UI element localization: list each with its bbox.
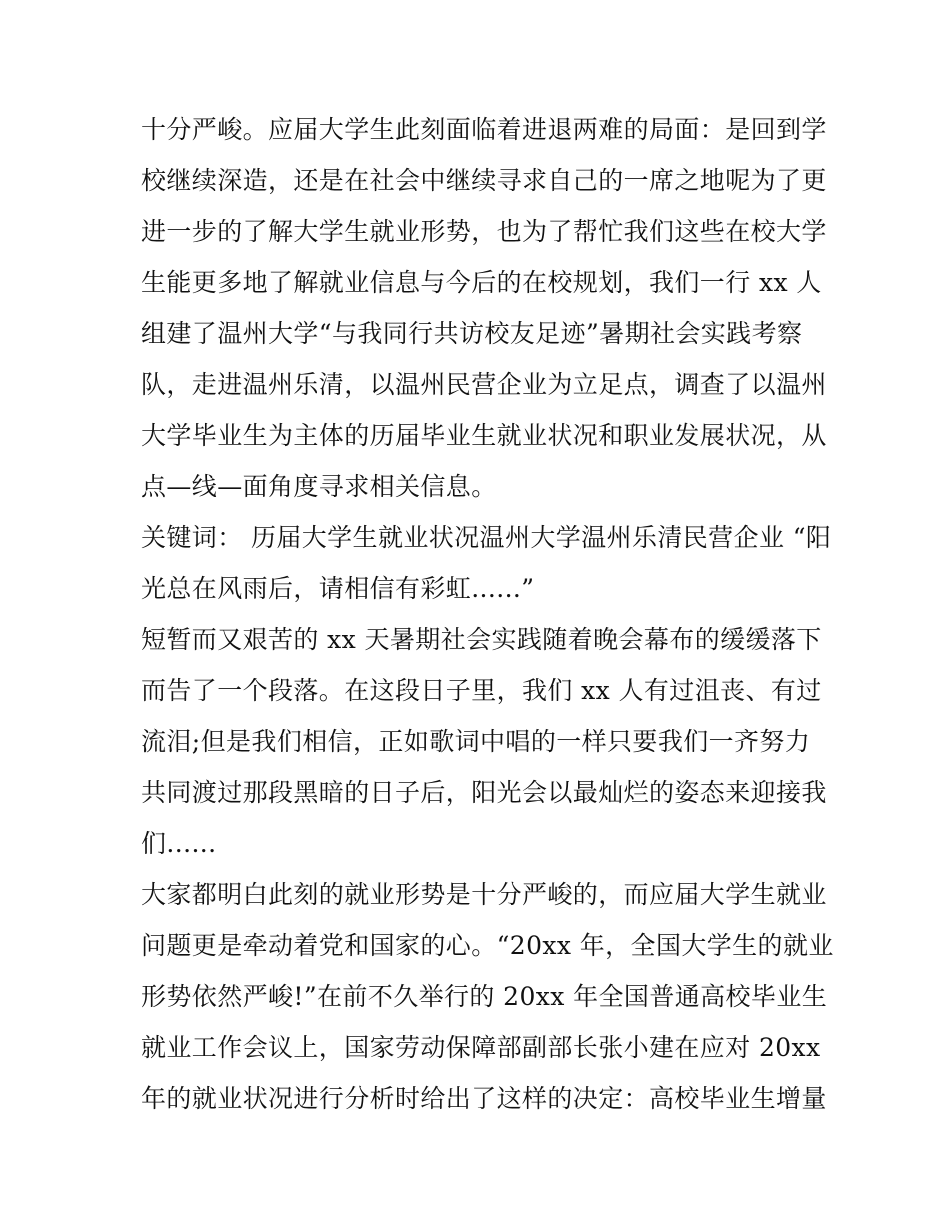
text-line: 光总在风雨后，请相信有彩虹......” bbox=[141, 574, 535, 603]
text-line: 形势依然严峻!”在前不久举行的 20xx 年全国普通高校毕业生 bbox=[141, 982, 828, 1011]
text-line: 十分严峻。应届大学生此刻面临着进退两难的局面：是回到学 bbox=[141, 115, 827, 144]
text-line: 点—线—面角度寻求相关信息。 bbox=[141, 472, 497, 501]
text-line: 而告了一个段落。在这段日子里，我们 xx 人有过沮丧、有过 bbox=[141, 676, 822, 705]
text-line: 生能更多地了解就业信息与今后的在校规划，我们一行 xx 人 bbox=[141, 268, 822, 297]
body-text bbox=[141, 104, 834, 1124]
text-line: 们...... bbox=[141, 829, 217, 858]
text-line: 队，走进温州乐清，以温州民营企业为立足点，调查了以温州 bbox=[141, 370, 827, 399]
text-line: 共同渡过那段黑暗的日子后，阳光会以最灿烂的姿态来迎接我 bbox=[141, 778, 827, 807]
text-line: 年的就业状况进行分析时给出了这样的决定：高校毕业生增量 bbox=[141, 1084, 827, 1113]
keywords-line: 关键词： 历届大学生就业状况温州大学温州乐清民营企业 “阳 bbox=[141, 523, 832, 552]
text-line: 大学毕业生为主体的历届毕业生就业状况和职业发展状况，从 bbox=[141, 421, 827, 450]
text-line: 校继续深造，还是在社会中继续寻求自己的一席之地呢为了更 bbox=[141, 166, 827, 195]
text-line: 短暂而又艰苦的 xx 天暑期社会实践随着晚会幕布的缓缓落下 bbox=[141, 625, 822, 654]
text-line: 组建了温州大学“与我同行共访校友足迹”暑期社会实践考察 bbox=[141, 319, 803, 348]
text-line: 大家都明白此刻的就业形势是十分严峻的，而应届大学生就业 bbox=[141, 880, 827, 909]
text-line: 进一步的了解大学生就业形势，也为了帮忙我们这些在校大学 bbox=[141, 217, 827, 246]
text-line: 流泪;但是我们相信，正如歌词中唱的一样只要我们一齐努力 bbox=[141, 727, 811, 756]
text-line: 就业工作会议上，国家劳动保障部副部长张小建在应对 20xx bbox=[141, 1033, 821, 1062]
text-line: 问题更是牵动着党和国家的心。“20xx 年，全国大学生的就业 bbox=[141, 931, 834, 960]
